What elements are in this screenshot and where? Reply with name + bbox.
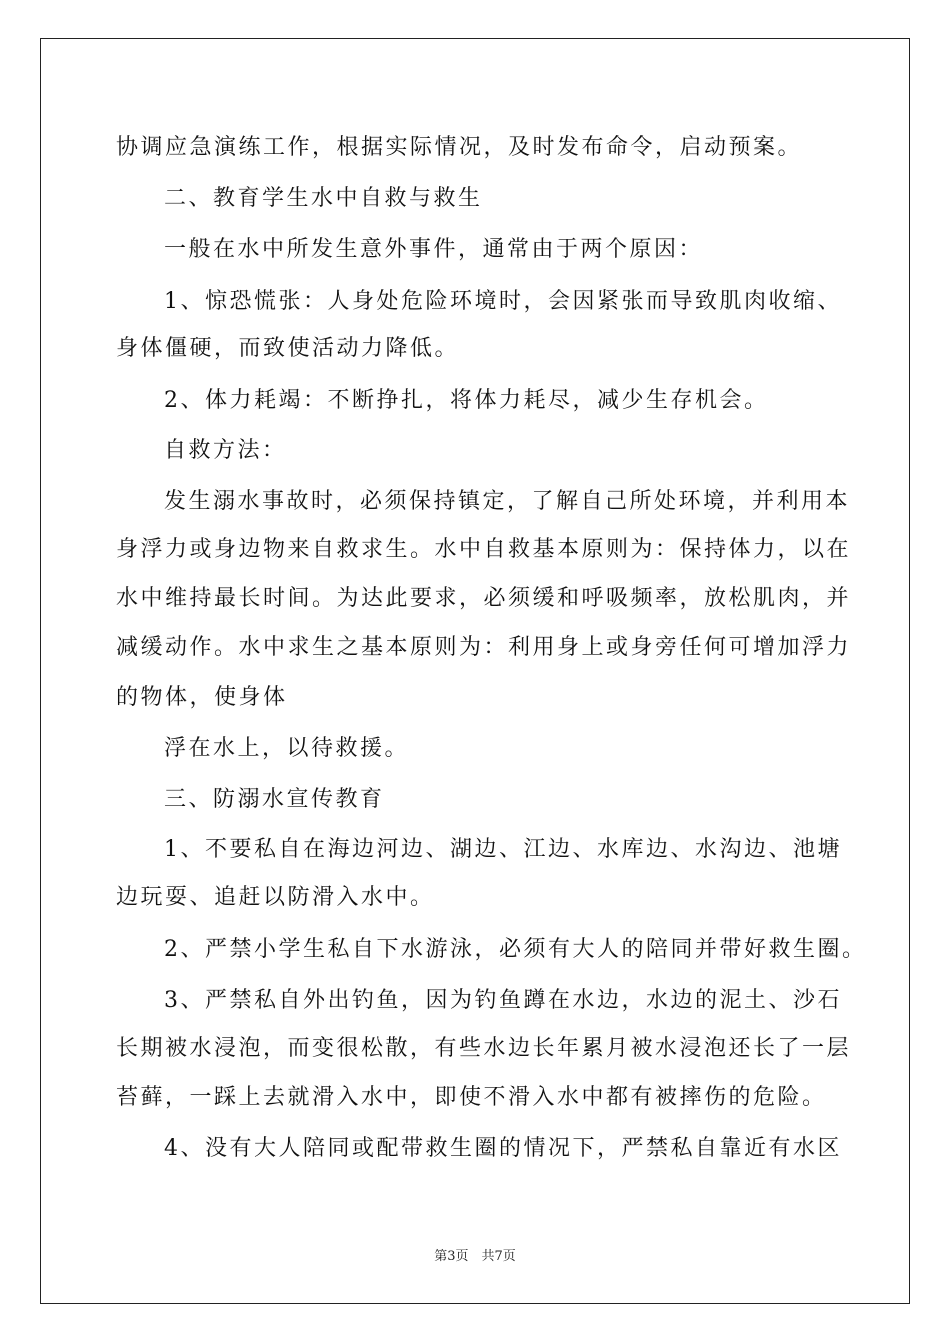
paragraph-line: 身体僵硬，而致使活动力降低。 xyxy=(116,336,460,361)
paragraph-line: 水中维持最长时间。为达此要求，必须缓和呼吸频率，放松肌肉，并 xyxy=(116,586,852,611)
page-border xyxy=(40,38,910,1304)
paragraph-line: 1、不要私自在海边河边、湖边、江边、水库边、水沟边、池塘 xyxy=(164,837,842,862)
paragraph-line: 自救方法： xyxy=(164,438,287,463)
paragraph-line: 边玩耍、追赶以防滑入水中。 xyxy=(116,885,435,910)
paragraph-line: 长期被水浸泡，而变很松散，有些水边长年累月被水浸泡还长了一层 xyxy=(116,1036,852,1061)
paragraph-line: 4、没有大人陪同或配带救生圈的情况下，严禁私自靠近有水区 xyxy=(164,1136,842,1161)
paragraph-line: 2、严禁小学生私自下水游泳，必须有大人的陪同并带好救生圈。 xyxy=(164,937,867,962)
paragraph-line: 协调应急演练工作，根据实际情况，及时发布命令，启动预案。 xyxy=(116,135,803,160)
paragraph-line: 的物体，使身体 xyxy=(116,685,288,710)
page-number-footer: 第3页 共7页 xyxy=(434,1249,516,1264)
section-heading: 三、防溺水宣传教育 xyxy=(164,787,385,812)
paragraph-line: 苔藓，一踩上去就滑入水中，即使不滑入水中都有被摔伤的危险。 xyxy=(116,1085,827,1110)
paragraph-line: 身浮力或身边物来自救求生。水中自救基本原则为：保持体力，以在 xyxy=(116,537,852,562)
paragraph-line: 减缓动作。水中求生之基本原则为：利用身上或身旁任何可增加浮力 xyxy=(116,635,852,660)
paragraph-line: 3、严禁私自外出钓鱼，因为钓鱼蹲在水边，水边的泥土、沙石 xyxy=(164,988,842,1013)
paragraph-line: 发生溺水事故时，必须保持镇定，了解自己所处环境，并利用本 xyxy=(164,489,851,514)
section-heading: 二、教育学生水中自救与救生 xyxy=(164,186,483,211)
paragraph-line: 1、惊恐慌张：人身处危险环境时，会因紧张而导致肌肉收缩、 xyxy=(164,289,842,314)
paragraph-line: 浮在水上，以待救援。 xyxy=(164,736,410,761)
paragraph-line: 一般在水中所发生意外事件，通常由于两个原因： xyxy=(164,237,704,262)
paragraph-line: 2、体力耗竭：不断挣扎，将体力耗尽，减少生存机会。 xyxy=(164,388,769,413)
